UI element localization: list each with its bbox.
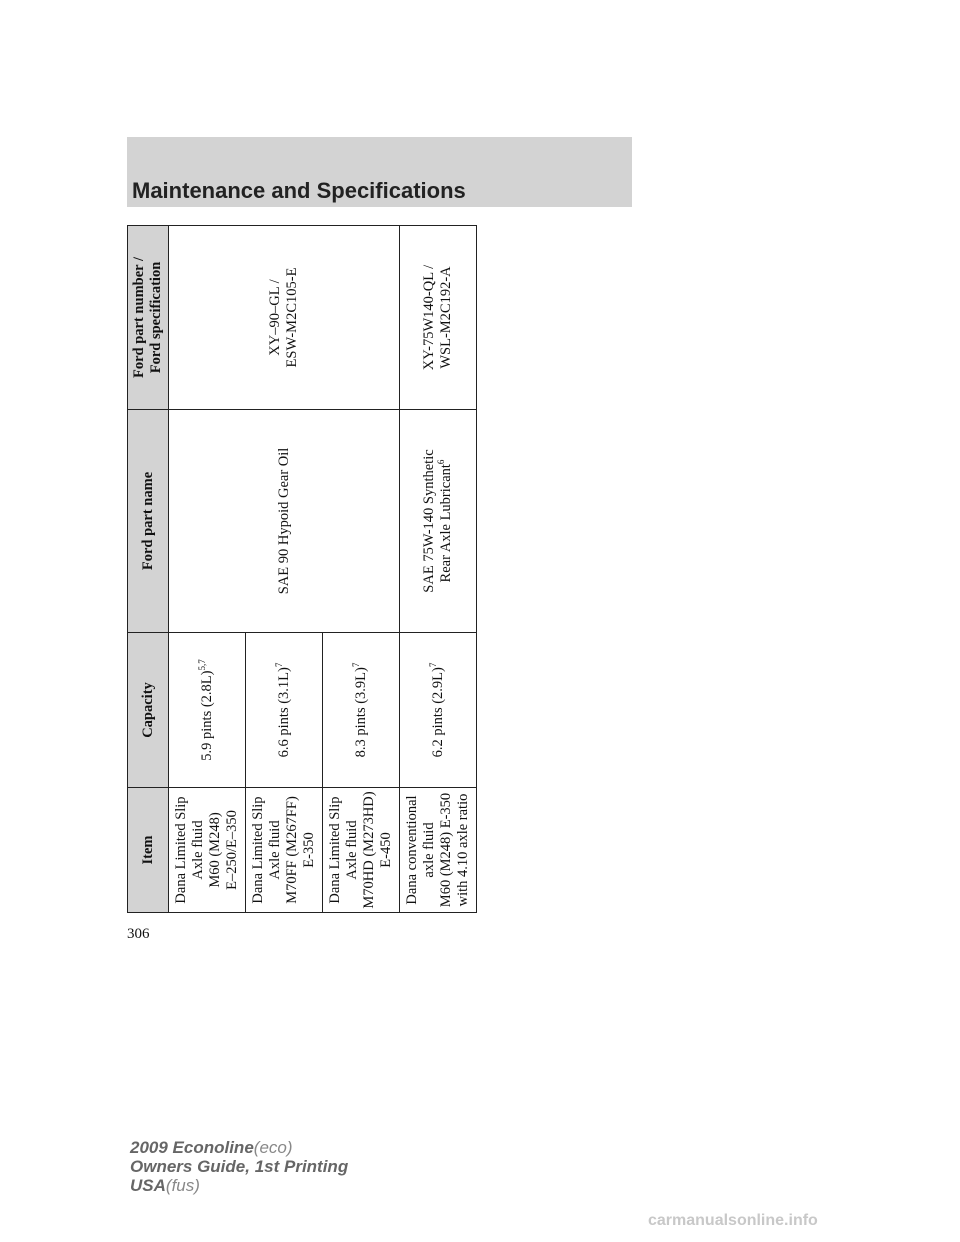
watermark: carmanualsonline.info xyxy=(648,1212,818,1229)
col-header-capacity: Capacity xyxy=(128,633,169,788)
part-number-cell: XY-75W140-QL / WSL-M2C192-A xyxy=(400,226,477,410)
capacity-cell: 8.3 pints $(3.9L)^7$ xyxy=(323,633,400,788)
footnote-ref: 7 xyxy=(350,662,361,668)
footnote-ref: 7 xyxy=(273,662,284,668)
section-title: Maintenance and Specifications xyxy=(132,178,466,203)
part-number-cell: XY–90–GL / ESW-M2C105-E xyxy=(169,226,400,410)
footer-edition-info: 2009 Econoline(eco) Owners Guide, 1st Printing USA(fus) xyxy=(130,1138,349,1195)
item-cell: Dana conventional axle fluid M60 (M248) E-350 with 4.10 axle ratio xyxy=(400,788,477,913)
footnote-ref: 6 xyxy=(436,459,447,465)
col-header-part-number: Ford part number / Ford specification xyxy=(128,226,169,410)
item-cell: Dana Limited Slip Axle fluid M70HD (M273HD) E-450 xyxy=(323,788,400,913)
col-header-part-name: Ford part name xyxy=(128,410,169,633)
capacity-cell: 6.6 pints $(3.1L)^7$ xyxy=(246,633,323,788)
table-row xyxy=(400,226,477,913)
fluid-spec-table xyxy=(127,225,477,913)
capacity-cell: 5.9 pints $(2.8L)^{5,7}$ xyxy=(169,633,246,788)
item-cell: Dana Limited Slip Axle fluid M70FF (M267FF) E-350 xyxy=(246,788,323,913)
table-header-row xyxy=(128,226,169,913)
capacity-cell: 6.2 pints $(2.9L)^7$ xyxy=(400,633,477,788)
footnote-ref: 7 xyxy=(427,662,438,668)
footnote-ref: 5,7 xyxy=(196,659,207,671)
table-row xyxy=(169,226,246,913)
part-name-cell: SAE 75W-140 Synthetic Rear Axle Lubricant$^6$ xyxy=(400,410,477,633)
page-number: 306 xyxy=(127,926,150,942)
spec-table-container xyxy=(127,226,473,913)
col-header-item: Item xyxy=(128,788,169,913)
part-name-cell: SAE 90 Hypoid Gear Oil xyxy=(169,410,400,633)
item-cell: Dana Limited Slip Axle fluid M60 (M248) E–250/E–350 xyxy=(169,788,246,913)
